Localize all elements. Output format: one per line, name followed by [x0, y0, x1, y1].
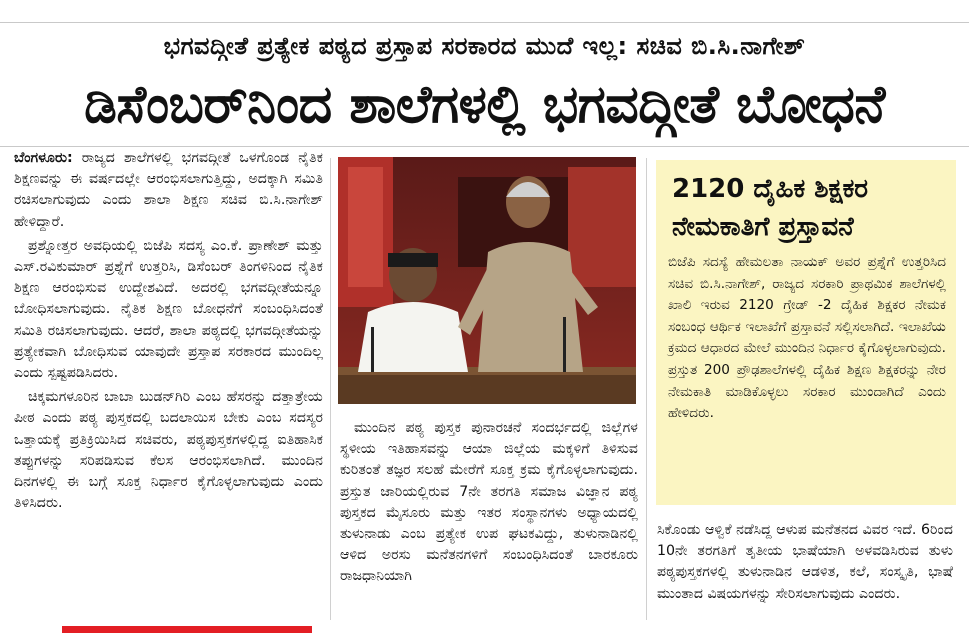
article-column-left [14, 148, 323, 517]
column-divider-left [330, 158, 331, 620]
paragraph-1: ರಾಜ್ಯದ ಶಾಲೆಗಳಲ್ಲಿ ಭಗವದ್ಗೀತೆ ಒಳಗೊಂಡ ನೈತಿಕ ಶಿಕ್ಷಣವನ್ನು ಈ ವರ್ಷದಲ್ಲೇ ಆರಂಭಿಸಲಾಗುತ್ತಿದ್ದು, ಅದಕ್ಕಾಗಿ ಸಮಿತಿ ರಚಿಸಲಾಗುವುದು ಎಂದು ಶಾಲಾ ಶಿಕ್ಷಣ ಸಚಿವ ಬಿ.ಸಿ.ನಾಗೇಶ್ ಹೇಳಿದ್ದಾರೆ. [14, 150, 323, 230]
column-divider-right [646, 158, 647, 620]
sidebar-title-line-2: ನೇಮಕಾತಿಗೆ ಪ್ರಸ್ತಾವನೆ [672, 212, 854, 242]
article-kicker: ಭಗವದ್ಗೀತೆ ಪ್ರತ್ಯೇಕ ಪಠ್ಯದ ಪ್ರಸ್ತಾಪ ಸರಕಾರದ ಮುದೆ ಇಲ್ಲ: ಸಚಿವ ಬಿ.ಸಿ.ನಾಗೇಶ್ [163, 32, 806, 60]
sidebar-box [656, 160, 956, 505]
dateline: ಬೆಂಗಳೂರು: [14, 150, 73, 166]
article-headline: ಡಿಸೆಂಬರ್‌ನಿಂದ ಶಾಲೆಗಳಲ್ಲಿ ಭಗವದ್ಗೀತೆ ಬೋಧನೆ [84, 75, 885, 135]
top-rule [0, 22, 969, 23]
article-column-right [657, 520, 953, 608]
paragraph-2: ಪ್ರಶ್ನೋತ್ತರ ಅವಧಿಯಲ್ಲಿ ಬಿಜೆಪಿ ಸದಸ್ಯ ಎಂ.ಕೆ. ಪ್ರಾಣೇಶ್ ಮತ್ತು ಎಸ್.ರವಿಕುಮಾರ್ ಪ್ರಶ್ನೆಗೆ ಉತ್ತರಿಸಿ, ಡಿಸೆಂಬರ್ ತಿಂಗಳಿನಿಂದ ನೈತಿಕ ಶಿಕ್ಷಣ ಆರಂಭಿಸುವ ಉದ್ದೇಶವಿದೆ. ಅದರಲ್ಲಿ ಭಗವದ್ಗೀತೆಯನ್ನೂ ಬೋಧಿಸಲಾಗುವುದು. ನೈತಿಕ ಶಿಕ್ಷಣ ಬೋಧನೆಗೆ ಸಂಬಂಧಿಸಿದಂತೆ ಸಮಿತಿ ರಚಿಸಲಾಗುವುದು. ಆದರೆ, ಶಾಲಾ ಪಠ್ಯದಲ್ಲಿ ಭಗವದ್ಗೀತೆಯನ್ನು ಪ್ರತ್ಯೇಕವಾಗಿ ಬೋಧಿಸುವ ಯಾವುದೇ ಪ್ರಸ್ತಾಪ ಸರಕಾರದ ಮುಂದಿಲ್ಲ ಎಂದು ಸ್ಪಷ್ಟಪಡಿಸಿದರು. [14, 237, 323, 382]
paragraph-3: ಚಿಕ್ಕಮಗಳೂರಿನ ಬಾಬಾ ಬುಡನ್‌ಗಿರಿ ಎಂಬ ಹೆಸರನ್ನು ದತ್ತಾತ್ರೇಯ ಪೀಠ ಎಂದು ಪಠ್ಯ ಪುಸ್ತಕದಲ್ಲಿ ಬದಲಾಯಿಸ ಬೇಕು ಎಂಬ ಸದಸ್ಯರ ಒತ್ತಾಯಕ್ಕೆ ಪ್ರತಿಕ್ರಿಯಿಸಿದ ಸಚಿವರು, ಪಠ್ಯಪುಸ್ತಕಗಳಲ್ಲಿದ್ದ ಐತಿಹಾಸಿಕ ತಪ್ಪುಗಳನ್ನು ಸರಿಪಡಿಸುವ ಕೆಲಸ ಆರಂಭಿಸಲಾಗಿದೆ. ಮುಂದಿನ ದಿನಗಳಲ್ಲಿ ಈ ಬಗ್ಗೆ ಸೂಕ್ತ ನಿರ್ಧಾರ ಕೈಗೊಳ್ಳಲಾಗುವುದು ಎಂದು ತಿಳಿಸಿದರು. [14, 389, 323, 512]
sidebar-title [672, 170, 946, 246]
accent-bar [62, 626, 312, 633]
sidebar-title-line-1: 2120 ದೈಹಿಕ ಶಿಕ್ಷಕರ [672, 174, 869, 204]
article-photo [338, 157, 636, 404]
sidebar-body: ಬಿಜೆಪಿ ಸದಸ್ಯೆ ಹೇಮಲತಾ ನಾಯಕ್ ಅವರ ಪ್ರಶ್ನೆಗೆ ಉತ್ತರಿಸಿದ ಸಚಿವ ಬಿ.ಸಿ.ನಾಗೇಶ್, ರಾಜ್ಯದ ಸರಕಾರಿ ಪ್ರಾಥಮಿಕ ಶಾಲೆಗಳಲ್ಲಿ ಖಾಲಿ ಇರುವ 2120 ಗ್ರೇಡ್ -2 ದೈಹಿಕ ಶಿಕ್ಷಕರ ನೇಮಕ ಸಂಬಂಧ ಆರ್ಥಿಕ ಇಲಾಖೆಗೆ ಪ್ರಸ್ತಾವನೆ ಸಲ್ಲಿಸಲಾಗಿದೆ. ಇಲಾಖೆಯ ಕ್ರಮದ ಆಧಾರದ ಮೇಲೆ ಮುಂದಿನ ನಿರ್ಧಾರ ಕೈಗೊಳ್ಳಲಾಗುವುದು. ಪ್ರಸ್ತುತ 200 ಪ್ರೌಢಶಾಲೆಗಳಲ್ಲಿ ದೈಹಿಕ ಶಿಕ್ಷಣ ಶಿಕ್ಷಕರನ್ನು ನೇರ ನೇಮಕಾತಿ ಮಾಡಿಕೊಳ್ಳಲು ಸರಕಾರ ಮುಂದಾಗಿದೆ ಎಂದು ಹೇಳಿದರು. [668, 254, 946, 422]
paragraph-5: ಸಿಕೊಂಡು ಆಳ್ವಿಕೆ ನಡೆಸಿದ್ದ ಆಳುಪ ಮನೆತನದ ವಿವರ ಇದೆ. 6ರಿಂದ 10ನೇ ತರಗತಿಗೆ ತೃತೀಯ ಭಾಷೆಯಾಗಿ ಅಳವಡಿಸಿರುವ ತುಳು ಪಠ್ಯಪುಸ್ತಕಗಳಲ್ಲಿ ತುಳುನಾಡಿನ ಆಡಳಿತ, ಕಲೆ, ಸಂಸ್ಕೃತಿ, ಭಾಷೆ ಮುಂತಾದ ವಿಷಯಗಳನ್ನು ಸೇರಿಸಲಾಗುವುದು ಎಂದರು. [657, 522, 953, 602]
article-column-middle [340, 418, 638, 591]
paragraph-4: ಮುಂದಿನ ಪಠ್ಯ ಪುಸ್ತಕ ಪುನಾರಚನೆ ಸಂದರ್ಭದಲ್ಲಿ ಜಿಲ್ಲೆಗಳ ಸ್ಥಳೀಯ ಇತಿಹಾಸವನ್ನು ಆಯಾ ಜಿಲ್ಲೆಯ ಮಕ್ಕಳಿಗೆ ತಿಳಿಸುವ ಕುರಿತಂತೆ ತಜ್ಞರ ಸಲಹೆ ಮೇರೆಗೆ ಸೂಕ್ತ ಕ್ರಮ ಕೈಗೊಳ್ಳಲಾಗುವುದು. ಪ್ರಸ್ತುತ ಜಾರಿಯಲ್ಲಿರುವ 7ನೇ ತರಗತಿ ಸಮಾಜ ವಿಜ್ಞಾನ ಪಠ್ಯ ಪುಸ್ತಕದ ಮೈಸೂರು ಮತ್ತು ಇತರ ಸಂಸ್ಥಾನಗಳು ಅಧ್ಯಾಯದಲ್ಲಿ ತುಳುನಾಡು ಎಂಬ ಪ್ರತ್ಯೇಕ ಉಪ ಘಟಕವಿದ್ದು, ತುಳುನಾಡಿನಲ್ಲಿ ಆಳಿದ ಅರಸು ಮನೆತನಗಳಿಗೆ ಸಂಬಂಧಿಸಿದಂತೆ ಬಾರಕೂರು ರಾಜಧಾನಿಯಾಗಿ [340, 420, 638, 585]
headline-rule [0, 146, 969, 147]
assembly-photo-image [338, 157, 636, 404]
